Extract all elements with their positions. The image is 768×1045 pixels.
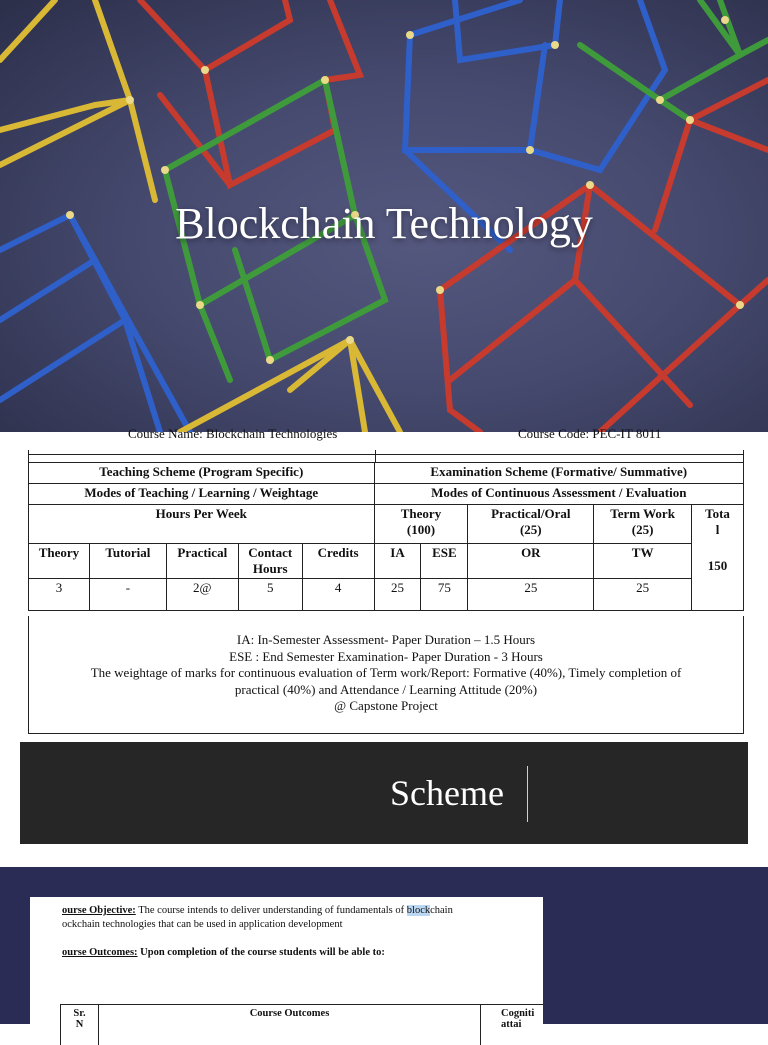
col-ia: IA xyxy=(374,544,421,579)
value-theory: 3 xyxy=(29,579,90,611)
outcomes-text: Upon completion of the course students will be able to: xyxy=(137,947,385,958)
cognitive-label: Cogniti xyxy=(501,1008,535,1019)
assessment-notes xyxy=(28,616,744,734)
note-line: ESE : End Semester Examination- Paper Duration - 3 Hours xyxy=(229,648,543,664)
table-border xyxy=(28,450,29,462)
total-label-a: Tota xyxy=(705,506,730,521)
value-practical: 2@ xyxy=(166,579,238,611)
termwork-label: Term Work xyxy=(610,506,675,521)
contact-label: Contact xyxy=(248,545,293,560)
term-work-header xyxy=(594,505,692,544)
col-ese: ESE xyxy=(421,544,468,579)
course-code: Course Code: PEC-IT 8011 xyxy=(518,426,662,441)
sr-label: Sr. xyxy=(73,1008,86,1019)
value-tutorial: - xyxy=(89,579,166,611)
examination-scheme-header: Examination Scheme (Formative/ Summative) xyxy=(374,463,743,484)
outcomes-table xyxy=(60,1004,543,1044)
value-tw: 25 xyxy=(594,579,692,611)
search-highlight: block xyxy=(406,905,431,916)
outcomes-line xyxy=(62,947,385,958)
col-course-outcomes: Course Outcomes xyxy=(98,1005,480,1045)
outcomes-label: ourse Outcomes: xyxy=(62,947,138,958)
practical-oral-header xyxy=(468,505,594,544)
modes-of-teaching-header: Modes of Teaching / Learning / Weightage xyxy=(29,484,375,505)
theory-marks: (100) xyxy=(406,522,436,537)
table-border xyxy=(375,450,376,462)
hours-per-week-header: Hours Per Week xyxy=(29,505,375,544)
col-credits: Credits xyxy=(302,544,374,579)
col-tw: TW xyxy=(594,544,692,579)
objective-line xyxy=(62,905,453,916)
col-cognitive xyxy=(480,1005,543,1045)
theory-marks-header xyxy=(374,505,468,544)
theory-label: Theory xyxy=(400,506,442,521)
col-practical: Practical xyxy=(166,544,238,579)
value-ese: 75 xyxy=(421,579,468,611)
col-contact-hours xyxy=(238,544,302,579)
col-theory: Theory xyxy=(29,544,90,579)
note-line: The weightage of marks for continuous evaluation of Term work/Report: Formative (40%), Timely completion of xyxy=(90,665,682,680)
teaching-scheme-header: Teaching Scheme (Program Specific) xyxy=(29,463,375,484)
scheme-table xyxy=(28,462,744,611)
col-or: OR xyxy=(468,544,594,579)
note-line: @ Capstone Project xyxy=(334,698,438,713)
document-page xyxy=(30,897,543,1037)
course-name: Course Name: Blockchain Technologies xyxy=(128,426,338,441)
value-contact-hours: 5 xyxy=(238,579,302,611)
course-header-cropped xyxy=(28,426,744,446)
value-or: 25 xyxy=(468,579,594,611)
col-sr-no xyxy=(60,1005,98,1045)
hours-label: Hours xyxy=(252,561,288,576)
title-slide xyxy=(0,0,768,432)
total-label-b: l xyxy=(715,522,720,537)
modes-of-assessment-header: Modes of Continuous Assessment / Evaluation xyxy=(374,484,743,505)
course-objective-slide xyxy=(0,867,768,1030)
note-line: practical (40%) and Attendance / Learning Attitude (20%) xyxy=(234,681,538,697)
table-border xyxy=(743,450,744,462)
note-line: IA: In-Semester Assessment- Paper Duration – 1.5 Hours xyxy=(236,632,536,647)
banner-title: Scheme xyxy=(390,773,504,813)
value-ia: 25 xyxy=(374,579,421,611)
attainment-label: attai xyxy=(501,1019,522,1030)
slide-title: Blockchain Technology xyxy=(175,199,593,248)
objective-text-end: chain xyxy=(430,905,453,916)
scheme-table-slide xyxy=(0,426,768,738)
practical-marks: (25) xyxy=(519,522,542,537)
objective-line-2: ockchain technologies that can be used in application development xyxy=(62,919,343,930)
value-credits: 4 xyxy=(302,579,374,611)
practical-label: Practical/Oral xyxy=(491,506,571,521)
scheme-banner-slide xyxy=(20,742,748,844)
total-value: 150 xyxy=(707,558,728,573)
objective-text: The course intends to deliver understanding of fundamentals of xyxy=(135,905,407,916)
termwork-marks: (25) xyxy=(631,522,654,537)
table-border xyxy=(28,454,744,455)
title-divider xyxy=(527,766,528,822)
total-header xyxy=(692,505,744,611)
objective-label: ourse Objective: xyxy=(62,905,136,916)
no-label: N xyxy=(75,1019,84,1030)
col-tutorial: Tutorial xyxy=(89,544,166,579)
